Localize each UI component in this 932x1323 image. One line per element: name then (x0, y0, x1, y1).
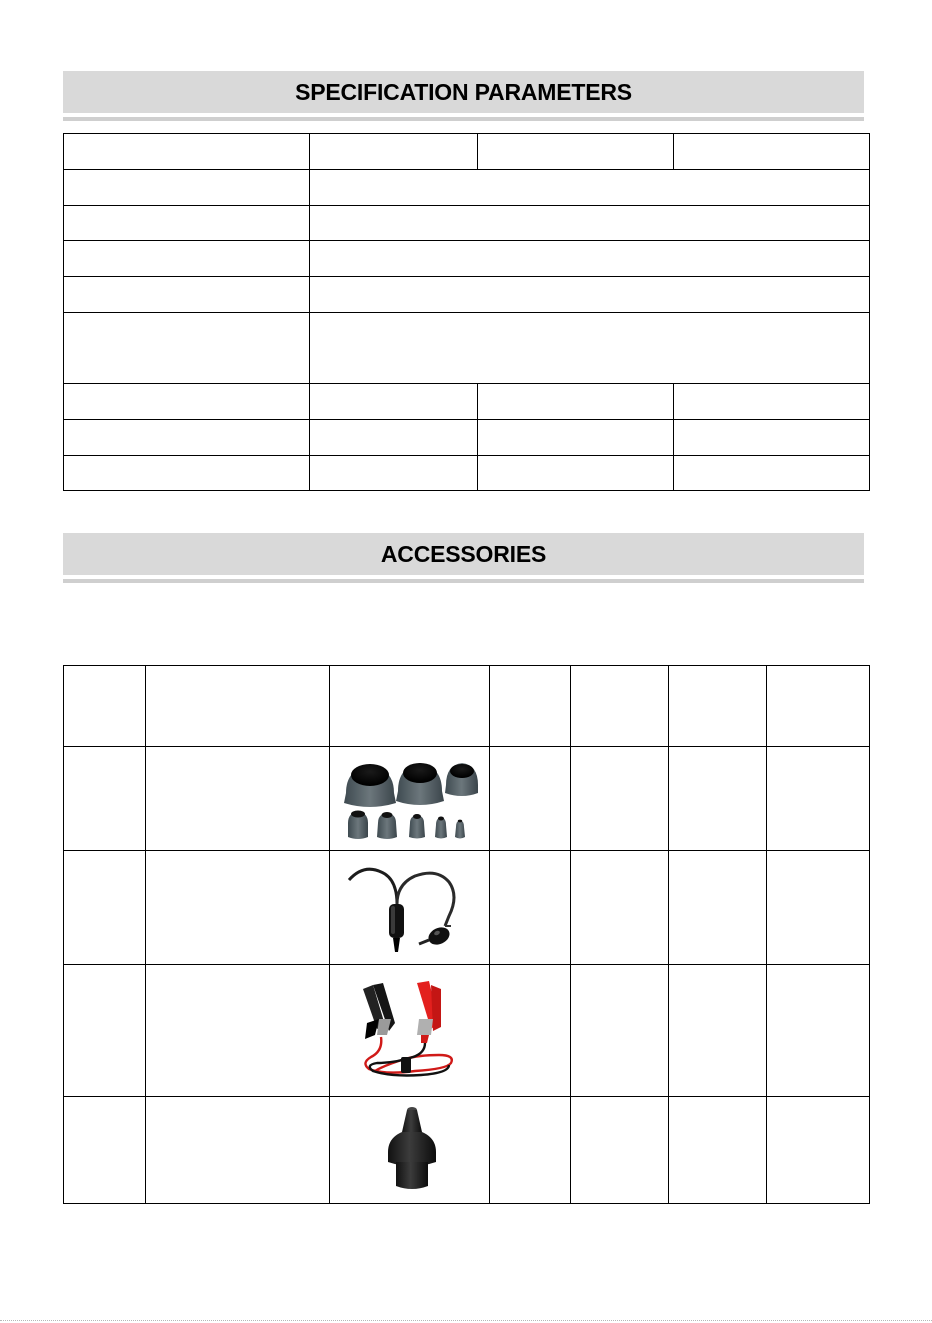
spec-cell (310, 170, 870, 206)
accessory-cell (767, 965, 870, 1097)
accessory-cell (669, 851, 767, 965)
spec-row (64, 170, 870, 206)
accessory-row (64, 851, 870, 965)
accessory-row (64, 1097, 870, 1204)
accessory-cell (64, 1097, 146, 1204)
spec-row (64, 456, 870, 491)
accessory-cell (571, 851, 669, 965)
accessory-cell (571, 1097, 669, 1204)
spec-cell (478, 134, 674, 170)
spec-row (64, 384, 870, 420)
spec-cell (478, 384, 674, 420)
accessory-row (64, 747, 870, 851)
spec-row (64, 420, 870, 456)
spec-cell (310, 456, 478, 491)
accessories-header-row (64, 666, 870, 747)
specification-title: SPECIFICATION PARAMETERS (295, 78, 632, 105)
cone-adapters-set-icon (340, 753, 480, 845)
spec-cell (64, 206, 310, 241)
spec-cell (64, 134, 310, 170)
spec-cell (64, 170, 310, 206)
spec-cell (310, 277, 870, 313)
spec-cell (64, 313, 310, 384)
battery-clamp-cable-icon (355, 979, 465, 1083)
accessory-cell (490, 965, 571, 1097)
spec-cell (310, 206, 870, 241)
accessory-cell (490, 747, 571, 851)
accessory-row (64, 965, 870, 1097)
accessory-cell (64, 965, 146, 1097)
accessory-cell (64, 747, 146, 851)
accessory-cell (64, 851, 146, 965)
spec-cell (310, 420, 478, 456)
spec-cell (310, 313, 870, 384)
accessory-cell (669, 965, 767, 1097)
accessory-cell (490, 1097, 571, 1204)
accessory-image-cell (330, 747, 490, 851)
spec-cell (64, 456, 310, 491)
cone-adapter-icon (370, 1102, 450, 1198)
header-cell (146, 666, 330, 747)
accessory-cell (767, 1097, 870, 1204)
spec-cell (478, 420, 674, 456)
accessory-cell (669, 1097, 767, 1204)
accessory-cell (146, 747, 330, 851)
spec-cell (674, 456, 870, 491)
header-cell (571, 666, 669, 747)
accessory-cell (146, 1097, 330, 1204)
spec-cell (674, 384, 870, 420)
accessory-image-cell (330, 1097, 490, 1204)
spec-cell (310, 241, 870, 277)
accessories-header-band (63, 533, 864, 579)
accessory-cell (571, 965, 669, 1097)
spec-row (64, 277, 870, 313)
accessory-cell (767, 851, 870, 965)
spec-cell (310, 134, 478, 170)
accessory-cell (490, 851, 571, 965)
spec-cell (674, 134, 870, 170)
spec-row (64, 206, 870, 241)
accessory-cell (146, 851, 330, 965)
header-cell (767, 666, 870, 747)
header-cell (330, 666, 490, 747)
accessory-cell (767, 747, 870, 851)
accessories-title: ACCESSORIES (380, 540, 547, 567)
spec-cell (310, 384, 478, 420)
spec-row (64, 241, 870, 277)
header-cell (64, 666, 146, 747)
spec-cell (64, 420, 310, 456)
accessory-cell (146, 965, 330, 1097)
accessory-image-cell (330, 851, 490, 965)
accessory-cell (669, 747, 767, 851)
spec-row (64, 134, 870, 170)
spec-cell (64, 384, 310, 420)
spec-cell (478, 456, 674, 491)
page-bottom-rule (0, 1320, 932, 1322)
specification-table (63, 133, 870, 491)
header-cell (669, 666, 767, 747)
spec-cell (64, 277, 310, 313)
smoke-hose-with-bulb-icon (345, 860, 475, 956)
specification-header-band (63, 71, 864, 117)
accessory-cell (571, 747, 669, 851)
accessories-table (63, 665, 870, 1204)
spec-row (64, 313, 870, 384)
spec-cell (674, 420, 870, 456)
header-cell (490, 666, 571, 747)
spec-cell (64, 241, 310, 277)
accessory-image-cell (330, 965, 490, 1097)
